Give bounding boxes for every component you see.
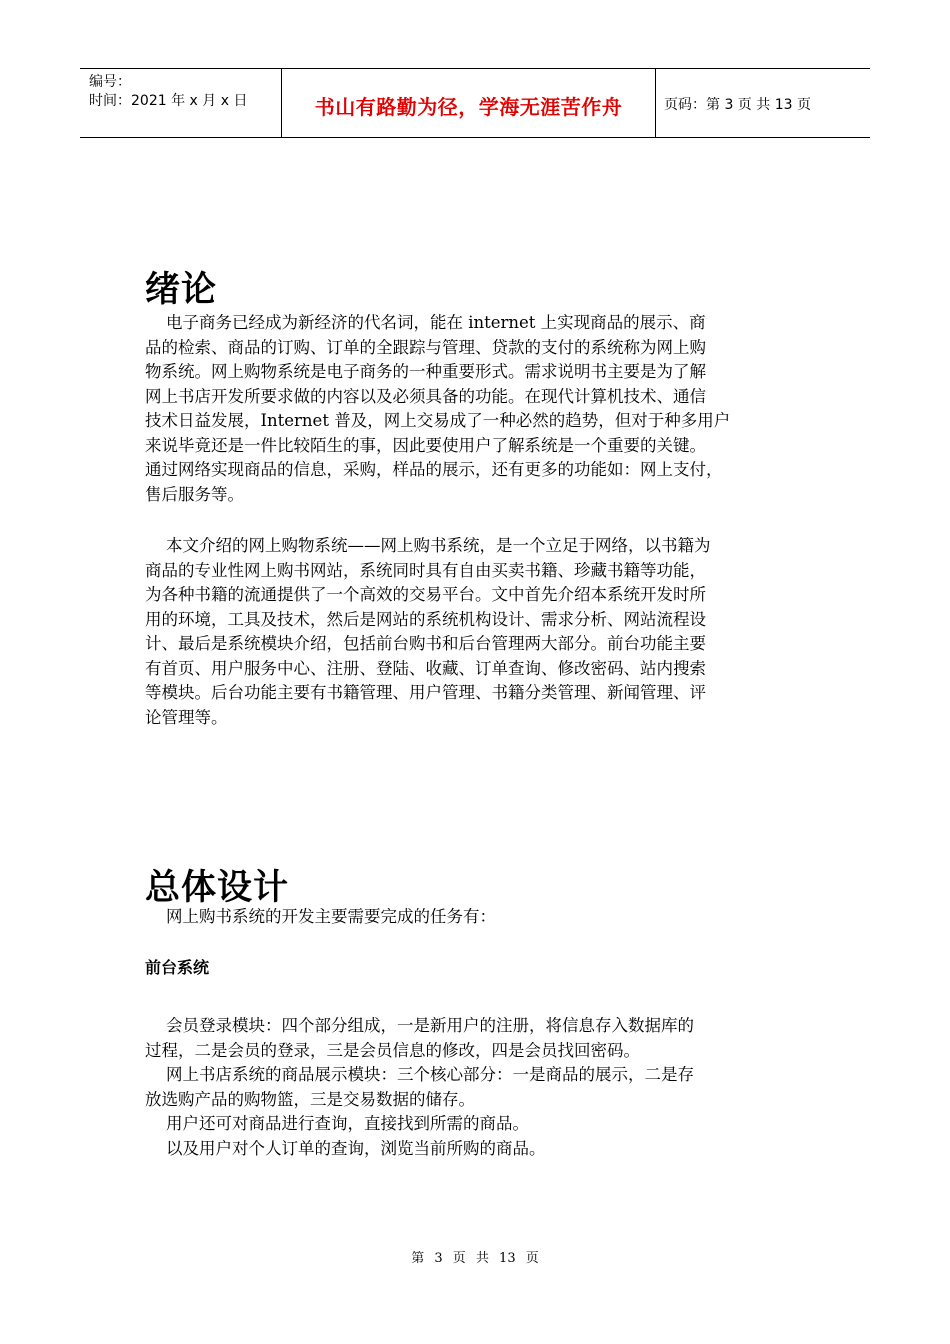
- header-table: [80, 68, 870, 138]
- section-title-overall-design: 总体设计: [145, 868, 290, 908]
- paragraph-line: 用户还可对商品进行查询，直接找到所需的商品。: [145, 1114, 529, 1133]
- paragraph-line: 有首页、用户服务中心、注册、登陆、收藏、订单查询、修改密码、站内搜索: [145, 658, 706, 678]
- paragraph-line: 售后服务等。: [145, 484, 244, 504]
- paragraph-line: 用的环境，工具及技术，然后是网站的系统机构设计、需求分析、网站流程设: [145, 609, 706, 629]
- paragraph-line: 品的检索、商品的订购、订单的全跟踪与管理、贷款的支付的系统称为网上购: [145, 337, 706, 357]
- intro-paragraph-1: [145, 311, 825, 507]
- paragraph-line: 过程，二是会员的登录，三是会员信息的修改，四是会员找回密码。: [145, 1040, 640, 1060]
- paragraph-line: 网上购书系统的开发主要需要完成的任务有：: [145, 907, 496, 926]
- paragraph-line: 技术日益发展，Internet 普及，网上交易成了一种必然的趋势，但对于种多用户: [145, 411, 731, 430]
- header-page-label: 页码：第 3 页 共 13 页: [664, 97, 811, 113]
- frontend-modules-paragraph: [145, 1014, 825, 1161]
- header-middle-cell: [281, 69, 656, 137]
- paragraph-line: 计、最后是系统模块介绍，包括前台购书和后台管理两大部分。前台功能主要: [145, 634, 706, 653]
- paragraph-line: 本文介绍的网上购物系统——网上购书系统，是一个立足于网络，以书籍为: [145, 536, 711, 555]
- paragraph-line: 等模块。后台功能主要有书籍管理、用户管理、书籍分类管理、新闻管理、评: [145, 683, 706, 702]
- subsection-title-frontend: 前台系统: [145, 958, 210, 977]
- paragraph-line: 网上书店开发所要求做的内容以及必须具备的功能。在现代计算机技术、通信: [145, 386, 706, 406]
- header-number-label: 编号：: [89, 74, 131, 90]
- intro-paragraph-2: [145, 534, 825, 730]
- paragraph-line: 商品的专业性网上购书网站，系统同时具有自由买卖书籍、珍藏书籍等功能，: [145, 560, 706, 580]
- paragraph-line: 来说毕竟还是一件比较陌生的事，因此要使用户了解系统是一个重要的关键。: [145, 435, 706, 455]
- section-title-introduction: 绪论: [145, 270, 218, 310]
- paragraph-line: 会员登录模块：四个部分组成，一是新用户的注册，将信息存入数据库的: [145, 1016, 694, 1035]
- header-right-cell: [655, 69, 870, 137]
- page-footer: 第 3 页 共 13 页: [411, 1251, 539, 1266]
- paragraph-line: 放选购产品的购物篮，三是交易数据的储存。: [145, 1089, 475, 1109]
- header-left-cell: [80, 69, 281, 137]
- paragraph-line: 为各种书籍的流通提供了一个高效的交易平台。文中首先介绍本系统开发时所: [145, 585, 706, 604]
- paragraph-line: 物系统。网上购物系统是电子商务的一种重要形式。需求说明书主要是为了解: [145, 362, 706, 381]
- paragraph-line: 以及用户对个人订单的查询，浏览当前所购的商品。: [145, 1138, 546, 1158]
- header-motto: 书山有路勤为径，学海无涯苦作舟: [314, 95, 623, 119]
- paragraph-line: 电子商务已经成为新经济的代名词，能在 internet 上实现商品的展示、商: [145, 313, 706, 332]
- paragraph-line: 通过网络实现商品的信息，采购，样品的展示，还有更多的功能如：网上支付，: [145, 460, 723, 479]
- paragraph-line: 论管理等。: [145, 707, 228, 727]
- header-date-label: 时间：2021 年 x 月 x 日: [89, 93, 248, 109]
- paragraph-line: 网上书店系统的商品展示模块：三个核心部分：一是商品的展示，二是存: [145, 1065, 694, 1084]
- design-intro-paragraph: [145, 905, 825, 930]
